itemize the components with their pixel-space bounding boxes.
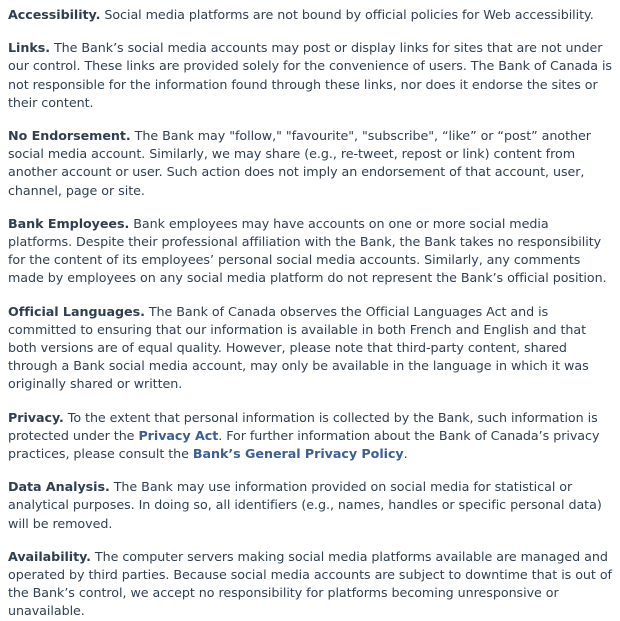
bank-employees-paragraph: [8, 215, 612, 288]
data-analysis-heading: Data Analysis.: [8, 479, 110, 495]
general-privacy-policy-link[interactable]: Bank’s General Privacy Policy: [192, 446, 404, 462]
privacy-text-middle: . For further information about the Bank of Canada’s privacy practices, please consult the: [8, 427, 600, 462]
data-analysis-paragraph: [8, 478, 612, 533]
privacy-heading: Privacy.: [8, 409, 64, 425]
data-analysis-text: The Bank may use information provided on social media for statistical or analytical purposes. In doing so, all identifiers (e.g., names, handles or specific personal data) will be removed.: [8, 479, 602, 531]
official-languages-text: The Bank of Canada observes the Official Languages Act and is committed to ensuring that our information is available in both French and English and that both versions are of equal quality. However, please note that third-party content, shared through a Bank social media account, may only be available in the language in which it was originally shared or written.: [8, 303, 589, 392]
privacy-text-before: To the extent that personal information is collected by the Bank, such information is protected under the: [8, 409, 598, 443]
accessibility-paragraph: [8, 6, 612, 24]
links-paragraph: [8, 39, 612, 112]
privacy-paragraph: [8, 409, 612, 464]
availability-heading: Availability.: [8, 548, 91, 564]
links-text: The Bank’s social media accounts may post or display links for sites that are not under our control. These links are provided solely for the convenience of users. The Bank of Canada is not responsible for the information found through these links, nor does it endorse the sites or their content.: [8, 40, 612, 110]
privacy-text-after: .: [403, 446, 408, 462]
official-languages-paragraph: [8, 303, 612, 394]
privacy-act-link[interactable]: Privacy Act: [138, 427, 219, 443]
links-heading: Links.: [8, 40, 50, 56]
no-endorsement-heading: No Endorsement.: [8, 128, 131, 144]
no-endorsement-paragraph: [8, 127, 612, 200]
availability-text: The computer servers making social media platforms available are managed and operated by third parties. Because social media accounts are subject to downtime that is out of the Bank’s control, we accept no responsibility for platforms becoming unresponsive or unavailable.: [8, 548, 612, 619]
official-languages-heading: Official Languages.: [8, 303, 145, 319]
bank-employees-text: Bank employees may have accounts on one or more social media platforms. Despite their professional affiliation with the Bank, the Bank takes no responsibility for the content of its employees’ personal social media accounts. Similarly, any comments made by employees on any social media platform do not represent the Bank’s official position.: [8, 215, 607, 286]
no-endorsement-text: The Bank may "follow," "favourite", "subscribe", “like” or “post” another social media account. Similarly, we may share (e.g., re-tweet, repost or link) content from another account or user. Such action does not imply an endorsement of that account, user, channel, page or site.: [8, 128, 591, 198]
accessibility-heading: Accessibility.: [8, 7, 101, 22]
accessibility-text: Social media platforms are not bound by official policies for Web accessibility.: [100, 7, 594, 22]
bank-employees-heading: Bank Employees.: [8, 215, 130, 231]
availability-paragraph: [8, 548, 612, 621]
